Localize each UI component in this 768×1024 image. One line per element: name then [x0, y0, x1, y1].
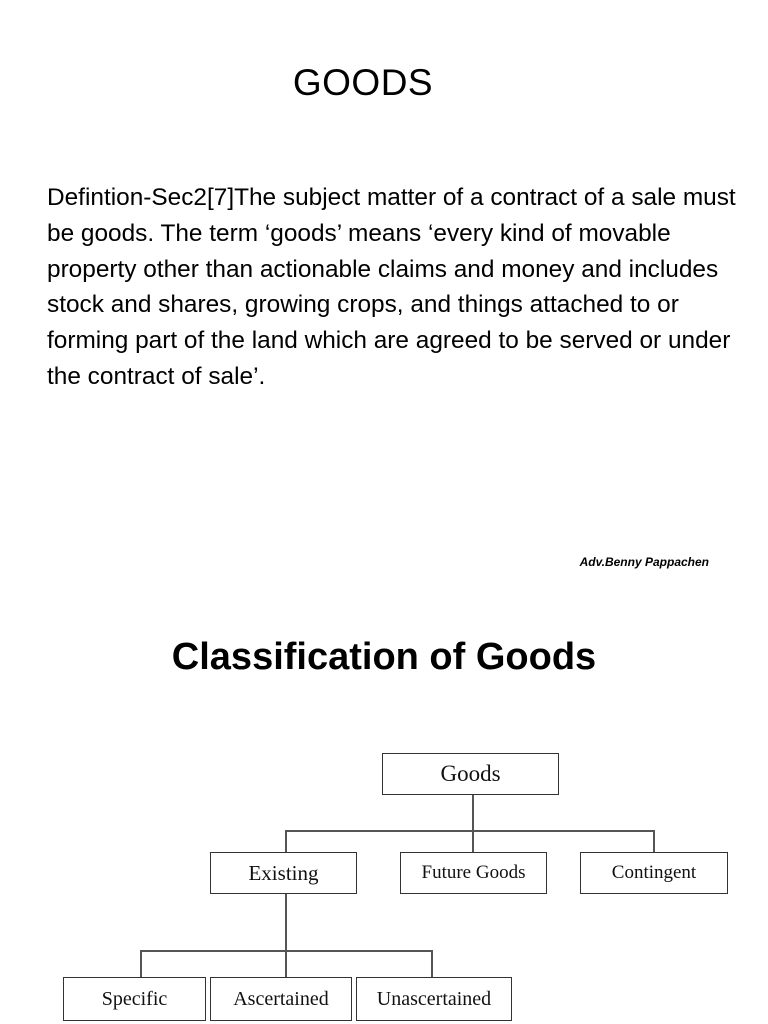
connector-line: [472, 794, 474, 831]
node-specific: Specific: [63, 977, 206, 1021]
connector-line: [140, 950, 432, 952]
connector-line: [140, 950, 142, 977]
node-unascertained: Unascertained: [356, 977, 512, 1021]
connector-line: [472, 830, 474, 852]
connector-line: [285, 830, 654, 832]
slide-title: Classification of Goods: [171, 636, 597, 678]
connector-line: [653, 830, 655, 852]
node-future-goods: Future Goods: [400, 852, 547, 894]
slide-classification: [0, 594, 768, 1024]
definition-paragraph: Defintion-Sec2[7]The subject matter of a contract of a sale must be goods. The term ‘goods’ means ‘every kind of movable property other than actionable claims and money and includes stock and shares, growing crops, and things attached to or forming part of the land which are agreed to be served or under the contract of sale’.: [47, 184, 736, 390]
slide-title: GOODS: [292, 62, 434, 103]
classification-diagram: [55, 734, 743, 1024]
node-goods: Goods: [382, 753, 559, 795]
connector-line: [431, 950, 433, 977]
connector-line: [285, 830, 287, 852]
node-contingent: Contingent: [580, 852, 728, 894]
node-existing: Existing: [210, 852, 357, 894]
node-ascertained: Ascertained: [210, 977, 352, 1021]
connector-line: [285, 894, 287, 977]
author-credit: Adv.Benny Pappachen: [579, 555, 709, 569]
